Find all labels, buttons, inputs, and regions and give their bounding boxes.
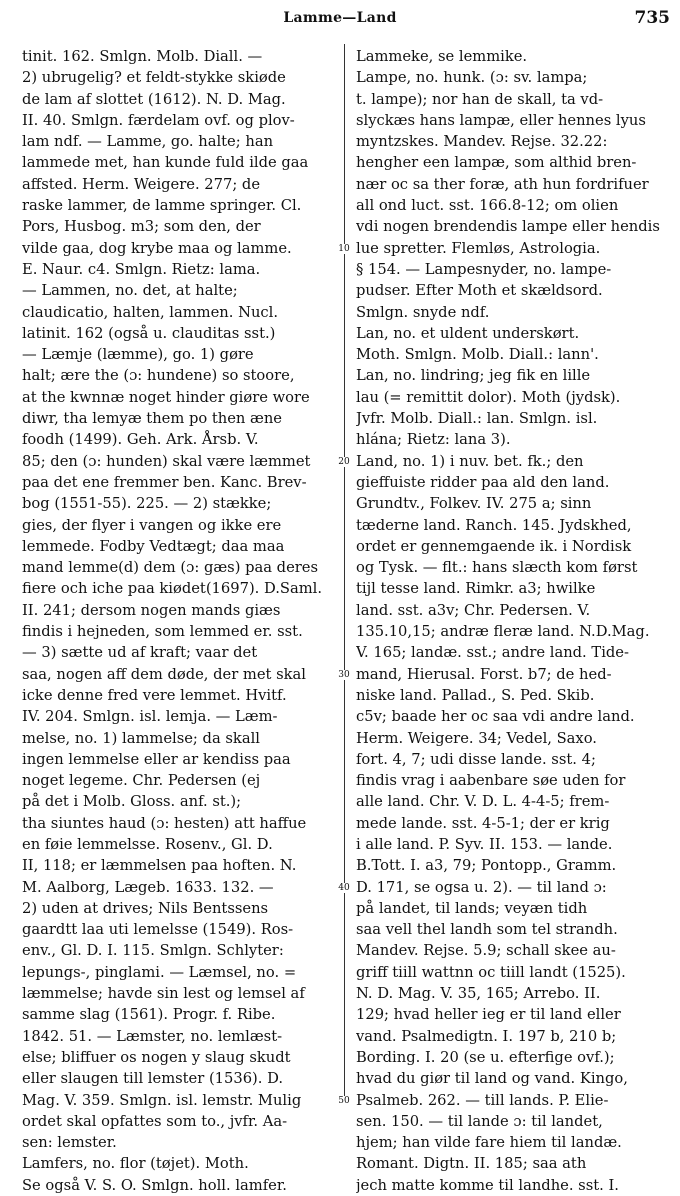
text-line: t. lampe); nor han de skall, ta vd- bbox=[356, 90, 604, 108]
text-line: vdi nogen brendendis lampe eller hendis bbox=[356, 218, 660, 236]
text-line: en føie lemmelsse. Rosenv., Gl. D. bbox=[22, 835, 273, 853]
text-line: vand. Psalmedigtn. I. 197 b, 210 b; bbox=[356, 1027, 617, 1045]
text-line: ordet er gennemgaende ik. i Nordisk bbox=[356, 537, 632, 555]
line-number: 10 bbox=[334, 244, 354, 254]
text-line: II. 241; dersom nogen mands giæs bbox=[22, 601, 281, 619]
column-divider bbox=[344, 44, 345, 1104]
text-line: tæderne land. Ranch. 145. Jydskhed, bbox=[356, 516, 632, 534]
text-line: Land, no. 1) i nuv. bet. fk.; den bbox=[356, 452, 584, 470]
page-number: 735 bbox=[634, 8, 670, 28]
text-line: alle land. Chr. V. D. L. 4-4-5; frem- bbox=[356, 793, 610, 811]
text-line: claudicatio, halten, lammen. Nucl. bbox=[22, 303, 279, 321]
text-line: noget legeme. Chr. Pedersen (ej bbox=[22, 772, 261, 790]
line-number: 40 bbox=[334, 883, 354, 893]
text-line: land. sst. a3v; Chr. Pedersen. V. bbox=[356, 601, 591, 619]
text-line: og Tysk. — flt.: hans slæcth kom først bbox=[356, 559, 638, 577]
text-line: Pors, Husbog. m3; som den, der bbox=[22, 218, 261, 236]
left-column bbox=[22, 46, 335, 1196]
text-line: Grundtv., Folkev. IV. 275 a; sinn bbox=[356, 495, 592, 513]
text-line: mand, Hierusal. Forst. b7; de hed- bbox=[356, 665, 612, 683]
text-line: Mag. V. 359. Smlgn. isl. lemstr. Mulig bbox=[22, 1091, 302, 1109]
text-line: sen. 150. — til lande ɔ: til landet, bbox=[356, 1112, 603, 1130]
text-line: lemmede. Fodby Vedtægt; daa maa bbox=[22, 537, 285, 555]
text-line: tha siuntes haud (ɔ: hesten) att haffue bbox=[22, 814, 307, 832]
text-line: hvad du giør til land og vand. Kingo, bbox=[356, 1070, 628, 1088]
text-line: hlána; Rietz: lana 3). bbox=[356, 431, 511, 449]
text-line: — 3) sætte ud af kraft; vaar det bbox=[22, 644, 258, 662]
text-line: tinit. 162. Smlgn. Molb. Diall. — bbox=[22, 48, 263, 65]
line-number: 50 bbox=[334, 1096, 354, 1106]
text-line: foodh (1499). Geh. Ark. Årsb. V. bbox=[22, 431, 259, 449]
text-line: lau (= remittit dolor). Moth (jydsk). bbox=[356, 388, 621, 406]
text-line: Se også V. S. O. Smlgn. holl. lamfer. bbox=[22, 1176, 287, 1194]
text-line: Herm. Weigere. 34; Vedel, Saxo. bbox=[356, 729, 597, 747]
text-line: melse, no. 1) lammelse; da skall bbox=[22, 729, 260, 747]
text-line: Lampe, no. hunk. (ɔ: sv. lampa; bbox=[356, 69, 588, 87]
text-line: IV. 204. Smlgn. isl. lemja. — Læm- bbox=[22, 708, 278, 726]
text-line: env., Gl. D. I. 115. Smlgn. Schlyter: bbox=[22, 942, 284, 960]
text-line: myntzskes. Mandev. Rejse. 32.22: bbox=[356, 133, 608, 151]
page-header bbox=[0, 0, 680, 40]
text-line: hengher een lampæ, som althid bren- bbox=[356, 154, 637, 172]
text-line: II. 40. Smlgn. færdelam ovf. og plov- bbox=[22, 111, 295, 129]
text-line: gies, der flyer i vangen og ikke ere bbox=[22, 516, 282, 534]
text-line: Psalmeb. 262. — till lands. P. Elie- bbox=[356, 1091, 609, 1109]
text-line: mand lemme(d) dem (ɔ: gæs) paa deres bbox=[22, 559, 319, 577]
text-line: Bording. I. 20 (se u. efterfige ovf.); bbox=[356, 1048, 615, 1066]
text-line: lepungs-, pinglami. — Læmsel, no. = bbox=[22, 963, 297, 981]
text-line: fiere och iche paa kiødet(1697). D.Saml. bbox=[22, 580, 323, 598]
text-line: all ond luct. sst. 166.8-12; om olien bbox=[356, 197, 619, 215]
text-line: Lammeke, se lemmike. bbox=[356, 48, 528, 65]
text-line: på landet, til lands; veyæn tidh bbox=[356, 899, 588, 917]
text-line: — Lammen, no. det, at halte; bbox=[22, 282, 238, 300]
text-line: B.Tott. I. a3, 79; Pontopp., Gramm. bbox=[356, 857, 617, 875]
text-line: 135.10,15; andræ fleræ land. N.D.Mag. bbox=[356, 623, 650, 641]
text-line: sen: lemster. bbox=[22, 1134, 117, 1152]
text-line: jech matte komme til landhe. sst. I. bbox=[356, 1176, 619, 1194]
text-line: de lam af slottet (1612). N. D. Mag. bbox=[22, 90, 286, 108]
text-line: Mandev. Rejse. 5.9; schall skee au- bbox=[356, 942, 616, 960]
text-line: saa vell thel landh som tel strandh. bbox=[356, 921, 618, 939]
text-line: 85; den (ɔ: hunden) skal være læmmet bbox=[22, 452, 311, 470]
line-number: 30 bbox=[334, 670, 354, 680]
text-line: saa, nogen aff dem døde, der met skal bbox=[22, 665, 307, 683]
text-line: i alle land. P. Syv. II. 153. — lande. bbox=[356, 835, 613, 853]
text-line: affsted. Herm. Weigere. 277; de bbox=[22, 175, 261, 193]
text-line: mede lande. sst. 4-5-1; der er krig bbox=[356, 814, 610, 832]
text-line: eller slaugen till lemster (1536). D. bbox=[22, 1070, 284, 1088]
text-line: raske lammer, de lamme springer. Cl. bbox=[22, 197, 302, 215]
text-line: Lan, no. lindring; jeg fik en lille bbox=[356, 367, 591, 385]
text-line: — Læmje (læmme), go. 1) gøre bbox=[22, 346, 254, 364]
text-line: slyckæs hans lampæ, eller hennes lyus bbox=[356, 111, 646, 129]
text-line: Lan, no. et uldent underskørt. bbox=[356, 324, 580, 342]
text-line: 2) uden at drives; Nils Bentssens bbox=[22, 899, 269, 917]
text-line: gaardtt laa uti lemelsse (1549). Ros- bbox=[22, 921, 294, 939]
text-line: 2) ubrugelig? et feldt-stykke skiøde bbox=[22, 69, 286, 87]
text-line: latinit. 162 (også u. clauditas sst.) bbox=[22, 324, 276, 342]
text-line: ordet skal opfattes som to., jvfr. Aa- bbox=[22, 1112, 288, 1130]
text-line: gieffuiste ridder paa ald den land. bbox=[356, 473, 610, 491]
text-line: paa det ene fremmer ben. Kanc. Brev- bbox=[22, 473, 307, 491]
text-line: lam ndf. — Lamme, go. halte; han bbox=[22, 133, 274, 151]
text-line: fort. 4, 7; udi disse lande. sst. 4; bbox=[356, 750, 596, 768]
text-line: 1842. 51. — Læmster, no. lemlæst- bbox=[22, 1027, 283, 1045]
text-line: icke denne fred vere lemmet. Hvitf. bbox=[22, 686, 287, 704]
text-line: griff tiill wattnn oc tiill landt (1525). bbox=[356, 963, 626, 981]
text-line: lue spretter. Flemløs, Astrologia. bbox=[356, 239, 601, 257]
text-line: diwr, tha lemyæ them po then æne bbox=[22, 410, 282, 428]
text-line: vilde gaa, dog krybe maa og lamme. bbox=[22, 239, 292, 257]
text-line: samme slag (1561). Progr. f. Ribe. bbox=[22, 1006, 276, 1024]
text-line: tijl tesse land. Rimkr. a3; hwilke bbox=[356, 580, 596, 598]
text-line: M. Aalborg, Lægeb. 1633. 132. — bbox=[22, 878, 274, 896]
text-line: else; bliffuer os nogen y slaug skudt bbox=[22, 1048, 291, 1066]
text-line: ingen lemmelse eller ar kendiss paa bbox=[22, 750, 291, 768]
text-line: på det i Molb. Gloss. anf. st.); bbox=[22, 793, 242, 811]
text-line: Moth. Smlgn. Molb. Diall.: lann'. bbox=[356, 346, 599, 364]
text-line: niske land. Pallad., S. Ped. Skib. bbox=[356, 686, 595, 704]
text-line: at the kwnnæ noget hinder giøre wore bbox=[22, 388, 310, 406]
text-line: Jvfr. Molb. Diall.: lan. Smlgn. isl. bbox=[356, 410, 598, 428]
text-line: Lamfers, no. flor (tøjet). Moth. bbox=[22, 1155, 249, 1173]
text-line: findis i hejneden, som lemmed er. sst. bbox=[22, 623, 303, 641]
text-line: § 154. — Lampesnyder, no. lampe- bbox=[356, 260, 612, 278]
text-line: N. D. Mag. V. 35, 165; Arrebo. II. bbox=[356, 985, 601, 1003]
text-line: halt; ære the (ɔ: hundene) so stoore, bbox=[22, 367, 295, 385]
line-number: 20 bbox=[334, 457, 354, 467]
text-line: lammede met, han kunde fuld ilde gaa bbox=[22, 154, 309, 172]
text-line: nær oc sa ther foræ, ath hun fordrifuer bbox=[356, 175, 649, 193]
text-line: findis vrag i aabenbare søe uden for bbox=[356, 772, 626, 790]
text-line: 129; hvad heller ieg er til land eller bbox=[356, 1006, 621, 1024]
text-line: Romant. Digtn. II. 185; saa ath bbox=[356, 1155, 587, 1173]
right-column bbox=[356, 46, 668, 1196]
text-line: hjem; han vilde fare hiem til landæ. bbox=[356, 1134, 622, 1152]
text-line: læmmelse; havde sin lest og lemsel af bbox=[22, 985, 305, 1003]
text-line: E. Naur. c4. Smlgn. Rietz: lama. bbox=[22, 260, 261, 278]
running-title: Lamme—Land bbox=[283, 10, 397, 26]
text-line: Smlgn. snyde ndf. bbox=[356, 303, 490, 321]
text-line: II, 118; er læmmelsen paa hoften. N. bbox=[22, 857, 297, 875]
text-line: c5v; baade her oc saa vdi andre land. bbox=[356, 708, 635, 726]
text-line: bog (1551-55). 225. — 2) stække; bbox=[22, 495, 272, 513]
text-line: V. 165; landæ. sst.; andre land. Tide- bbox=[356, 644, 629, 662]
text-line: D. 171, se ogsa u. 2). — til land ɔ: bbox=[356, 878, 607, 896]
text-line: pudser. Efter Moth et skældsord. bbox=[356, 282, 603, 300]
